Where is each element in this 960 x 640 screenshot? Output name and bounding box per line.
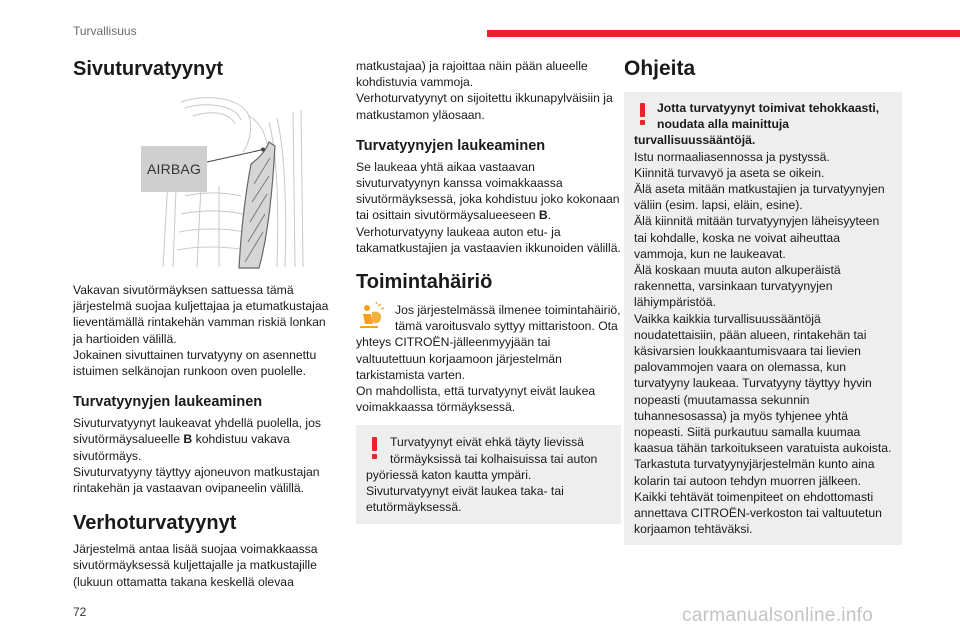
warning-exclamation-icon — [370, 437, 378, 459]
curtain-airbags-paragraph-2: Verhoturvatyynyt on sijoitettu ikkunapylväisiin ja matkustamon yläosaan. — [356, 91, 613, 122]
malfunction-block — [356, 302, 621, 415]
curtain-airbags-title: Verhoturvatyynyt — [73, 512, 237, 535]
warning-exclamation-icon — [638, 103, 646, 125]
airbag-label: AIRBAG — [146, 161, 202, 177]
curtain-deploy-paragraph-1 — [356, 159, 621, 224]
note-paragraph-2: Sivuturvatyynyt eivät laukea taka- tai etutörmäyksessä. — [366, 484, 564, 515]
malfunction-paragraph-rest: yhteys CITROËN-jälleenmyyjään tai valtuutettuun korjaamoon järjestelmän tarkistamista varten. — [356, 335, 562, 382]
column-curtain-airbags — [356, 55, 621, 524]
curtain-airbags-paragraph-1-cont: matkustajaa) ja rajoittaa näin pään alueelle kohdistuvia vammoja. — [356, 59, 588, 90]
advice-line: Älä aseta mitään matkustajien ja turvatyynyjen väliin (esim. lapsi, eläin, esine). — [634, 182, 885, 213]
column-side-airbags — [73, 55, 335, 590]
curtain-airbags-paragraph-1: Järjestelmä antaa lisää suojaa voimakkaassa sivutörmäyksessä kuljettajalle ja matkustajille (lukuun ottamatta takana keskellä olevaa — [73, 542, 318, 589]
advice-line: Älä kiinnitä mitään turvatyynyjen läheisyyteen tai kohdalle, koska ne voivat aiheuttaa vammoja, kun ne laukeavat. — [634, 214, 880, 261]
malfunction-paragraph-2: On mahdollista, että turvatyynyt eivät laukea voimakkaassa törmäyksessä. — [356, 384, 596, 415]
airbag-warning-light-icon — [356, 302, 386, 332]
curtain-deploy-heading: Turvatyynyjen laukeaminen — [356, 137, 546, 154]
side-deploy-text-a: Sivuturvatyynyt laukeavat yhdellä puolella, jos sivutörmäysalueelle — [73, 416, 321, 447]
watermark: carmanualsonline.info — [682, 605, 874, 626]
advice-line: Vaikka kaikkia turvallisuussääntöjä noudatettaisiin, pään alueen, rintakehän tai käsivarsien loukkaantumisvaara tai lievien palovammojen vaara on olemassa, kun turvatyyny laukeaa. Turvatyyny täyttyy hyvin nopeasti (muutamassa sekunnin tuhannesosassa) ja myös tyhjenee yhtä nopeasti. Siitä purkautuu samalla kuumaa kaasua tähän tarkoitukseen varatuista aukoista. — [634, 311, 892, 456]
malfunction-line-2: tämä varoitusvalo syttyy mittaristoon. Ota — [395, 319, 618, 334]
note-line-1: Turvatyynyt eivät ehkä täyty lievissä — [390, 435, 584, 450]
curtain-deploy-text-a: Se laukeaa yhtä aikaa vastaavan sivuturvatyynyn kanssa voimakkaassa sivutörmäyksessä, joka kohdistuu joko kokonaan tai osittain sivutörmäysalueeseen — [356, 159, 620, 223]
advice-line: Istu normaaliasennossa ja pystyssä. — [634, 149, 830, 164]
advice-note-box — [624, 92, 902, 545]
curtain-deploy-text-b: . — [547, 208, 552, 223]
advice-line: Tarkastuta turvatyynyjärjestelmän kunto aina kolarin tai autoon tehdyn muorren jälkeen. — [634, 457, 875, 488]
side-airbags-title: Sivuturvatyynyt — [73, 58, 224, 80]
note-line-rest: pyöriessä katon kautta ympäri. — [366, 467, 532, 482]
malfunction-line-1: Jos järjestelmässä ilmenee toimintahäiriö, — [395, 303, 621, 318]
column-advice — [624, 55, 904, 545]
side-deploy-paragraph-2: Sivuturvatyyny täyttyy ajoneuvon matkustajan rintakehän ja vastaavan ovipaneelin välillä. — [73, 464, 320, 496]
note-line-2: törmäyksissä tai kolhaisuissa tai auton — [390, 451, 598, 466]
airbag-label-box — [141, 146, 207, 192]
curtain-deploy-paragraph-2: Verhoturvatyyny laukeaa auton etu- ja takamatkustajien ja vastaavien ikkunoiden välillä. — [356, 224, 621, 255]
zone-b-label: B — [538, 208, 548, 223]
malfunction-title: Toimintahäiriö — [356, 271, 493, 294]
advice-bold-line-2: noudata alla mainittuja — [657, 117, 790, 132]
advice-line: Älä koskaan muuta auton alkuperäistä rakennetta, varsinkaan turvatyynyjen lähiympäristöä. — [634, 263, 841, 310]
header-red-bar — [487, 30, 960, 37]
side-deploy-text-b: kohdistuu vakava sivutörmäys. — [73, 432, 290, 463]
zone-b-label: B — [183, 432, 193, 447]
advice-title: Ohjeita — [624, 57, 696, 80]
side-deploy-heading: Turvatyynyjen laukeaminen — [73, 394, 263, 411]
side-airbags-paragraph-1: Vakavan sivutörmäyksen sattuessa tämä järjestelmä suojaa kuljettajaa ja etumatkustajaa lieventämällä rintakehän vamman riskiä lonkan ja hartioiden välillä. — [73, 283, 329, 346]
advice-line: Kiinnitä turvavyö ja aseta se oikein. — [634, 165, 825, 180]
advice-line: Kaikki tehtävät toimenpiteet on ehdottomasti annettava CITROËN-verkoston tai valtuutetun korjaamon tehtäväksi. — [634, 489, 882, 537]
curtain-note-box — [356, 425, 621, 524]
advice-bold-line-1: Jotta turvatyynyt toimivat tehokkaasti, — [657, 101, 880, 115]
page-number: 72 — [73, 605, 87, 619]
side-airbags-paragraph-2: Jokainen sivuttainen turvatyyny on asennettu istuimen selkänojan runkoon oven puolelle. — [73, 347, 317, 379]
side-deploy-paragraph-1 — [73, 415, 335, 464]
advice-bold-line-3: turvallisuussääntöjä. — [634, 133, 756, 148]
seat-airbag-illustration — [73, 92, 335, 278]
section-label: Turvallisuus — [73, 24, 137, 38]
